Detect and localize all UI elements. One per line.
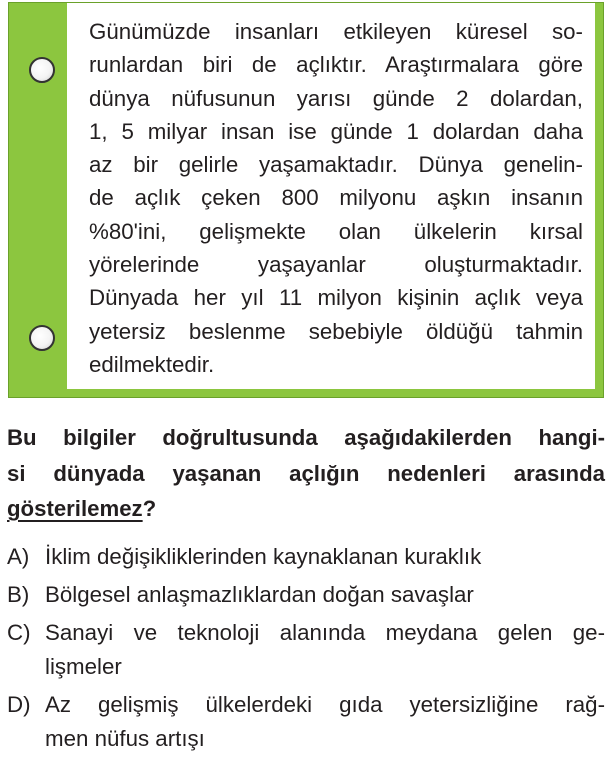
option-letter: C) [7,620,31,645]
notebook-frame [8,2,604,398]
option-letter: B) [7,582,30,607]
option-text: lişmeler [45,654,122,679]
passage-line: %80'ini, gelişmekte olan ülkelerin kırsal [89,218,583,244]
option-text: Sanayi ve teknoloji alanında meydana gelen ge- [45,620,605,645]
passage-line: de açlık çeken 800 milyonu aşkın insanın [89,185,583,211]
ring-hole-icon [29,325,55,351]
option-text: Az gelişmiş ülkelerdeki gıda yetersizliğine rağ- [45,692,605,717]
option-c[interactable] [7,616,605,684]
passage-line: yetersiz beslenme sebebiyle öldüğü tahmin [89,318,583,344]
question-line: Bu bilgiler doğrultusunda aşağıdakilerden hangi- [7,425,605,450]
option-letter: D) [7,692,31,717]
passage-line: runlardan biri de açlıktır. Araştırmalara göre [89,52,583,78]
question-emphasis: gösterilemez [7,496,143,521]
question-line [7,491,605,527]
passage-line: dünya nüfusunun yarısı günde 2 dolardan, [89,85,583,111]
answer-options [7,540,605,760]
question-line: si dünyada yaşanan açlığın nedenleri arasında [7,460,605,486]
passage-box [67,3,595,389]
option-text: Bölgesel anlaşmazlıklardan doğan savaşlar [45,582,474,607]
option-a[interactable] [7,540,605,574]
question-mark: ? [142,496,157,521]
option-text: men nüfus artışı [45,726,205,751]
option-d[interactable] [7,688,605,756]
passage-line: Dünyada her yıl 11 milyon kişinin açlık veya [89,285,583,311]
option-text: İklim değişikliklerinden kaynaklanan kuraklık [45,544,482,569]
passage-line: az bir gelirle yaşamaktadır. Dünya genelin- [89,152,583,178]
option-letter: A) [7,544,30,569]
question-stem [7,420,605,527]
passage-line: edilmektedir. [89,351,215,377]
passage-line: yörelerinde yaşayanlar oluşturmaktadır. [89,252,583,278]
passage-line: Günümüzde insanları etkileyen küresel so- [89,19,583,44]
option-b[interactable] [7,578,605,612]
ring-hole-icon [29,57,55,83]
passage-line: 1, 5 milyar insan ise günde 1 dolardan daha [89,118,583,144]
